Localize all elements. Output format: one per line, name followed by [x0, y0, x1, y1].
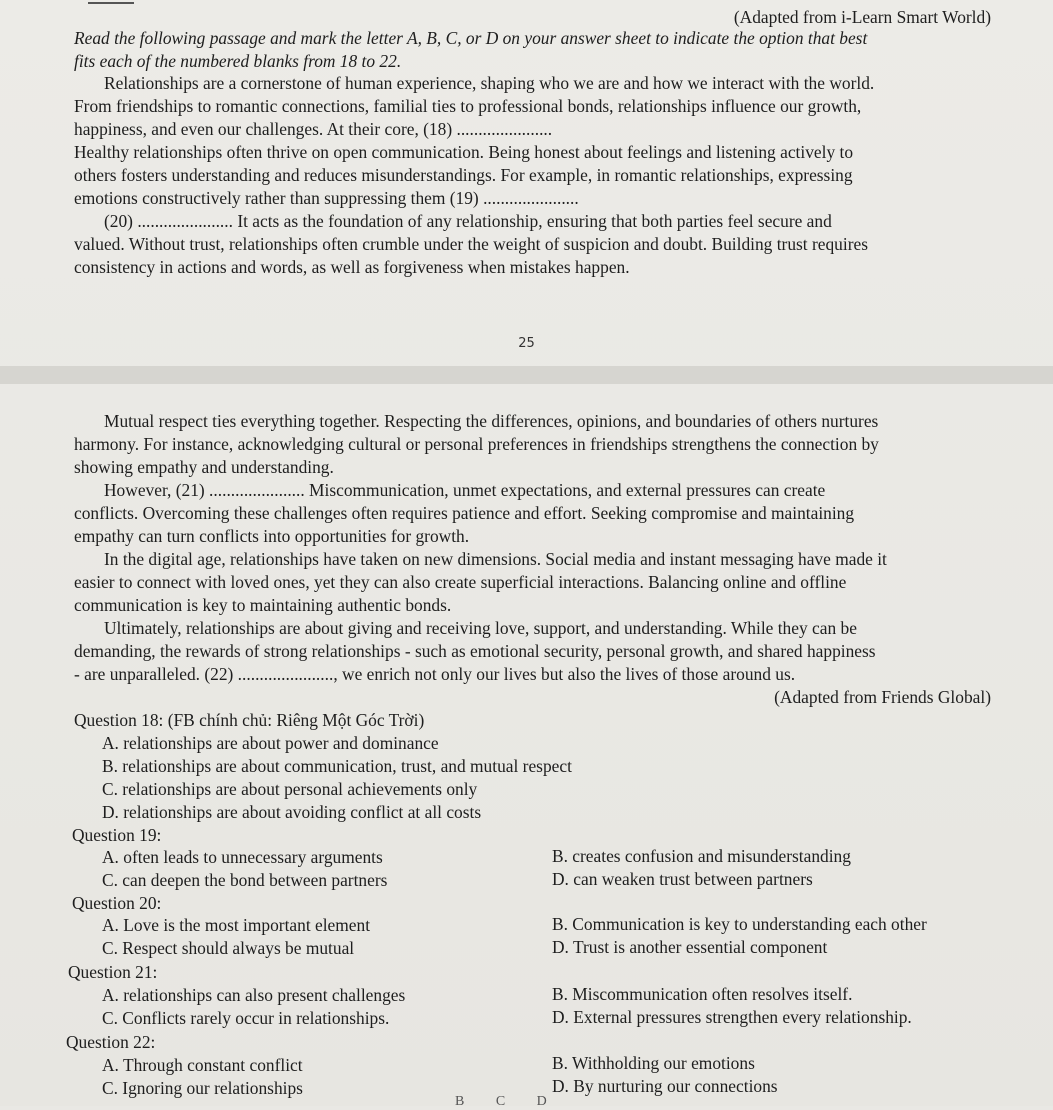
page-number: 25 — [518, 336, 535, 351]
question-20-label: Question 20: — [72, 893, 162, 913]
passage-line: empathy can turn conflicts into opportunities for growth. — [74, 526, 470, 546]
question-22-label: Question 22: — [66, 1032, 156, 1052]
cutoff-next-line: B C D — [455, 1094, 561, 1109]
q20-option-a: A. Love is the most important element — [102, 915, 371, 935]
q18-option-c: C. relationships are about personal achievements only — [102, 779, 478, 799]
q21-option-b: B. Miscommunication often resolves itself. — [552, 984, 853, 1004]
q18-option-d: D. relationships are about avoiding conflict at all costs — [102, 802, 482, 822]
source-bottom: (Adapted from Friends Global) — [774, 687, 991, 707]
q20-option-d: D. Trust is another essential component — [552, 937, 828, 957]
passage-line: Ultimately, relationships are about giving and receiving love, support, and understanding. While they can be — [104, 618, 857, 638]
q20-option-c: C. Respect should always be mutual — [102, 938, 355, 958]
q18-option-a: A. relationships are about power and dominance — [102, 733, 439, 753]
passage-line: In the digital age, relationships have taken on new dimensions. Social media and instant messaging have made it — [104, 549, 887, 569]
q22-option-c: C. Ignoring our relationships — [102, 1078, 303, 1098]
passage-line: However, (21) ...................... Miscommunication, unmet expectations, and external pressures can create — [104, 480, 826, 500]
passage-line: happiness, and even our challenges. At their core, (18) ...................... — [74, 119, 553, 139]
instructions-line-1: Read the following passage and mark the letter A, B, C, or D on your answer sheet to indicate the option that best — [74, 28, 868, 48]
top-rule — [88, 2, 134, 4]
passage-line: Relationships are a cornerstone of human experience, shaping who we are and how we interact with the world. — [104, 73, 875, 93]
passage-line: showing empathy and understanding. — [74, 457, 334, 477]
passage-line: demanding, the rewards of strong relationships - such as emotional security, personal growth, and shared happiness — [74, 641, 876, 661]
q22-option-d: D. By nurturing our connections — [552, 1076, 778, 1096]
passage-line: Healthy relationships often thrive on open communication. Being honest about feelings and listening actively to — [74, 142, 854, 162]
passage-line: Mutual respect ties everything together. Respecting the differences, opinions, and boundaries of others nurtures — [104, 411, 879, 431]
passage-line: easier to connect with loved ones, yet they can also create superficial interactions. Balancing online and offline — [74, 572, 847, 592]
q19-option-a: A. often leads to unnecessary arguments — [102, 847, 383, 867]
passage-line: From friendships to romantic connections, familial ties to professional bonds, relationships influence our growth, — [74, 96, 862, 116]
passage-line: conflicts. Overcoming these challenges often requires patience and effort. Seeking compromise and maintaining — [74, 503, 855, 523]
passage-line: valued. Without trust, relationships often crumble under the weight of suspicion and doubt. Building trust requires — [74, 234, 868, 254]
q19-option-b: B. creates confusion and misunderstanding — [552, 846, 851, 866]
q18-option-b: B. relationships are about communication, trust, and mutual respect — [102, 756, 572, 776]
passage-line: (20) ...................... It acts as the foundation of any relationship, ensuring that both parties feel secure and — [104, 211, 832, 231]
q22-option-b: B. Withholding our emotions — [552, 1053, 755, 1073]
passage-line: consistency in actions and words, as well as forgiveness when mistakes happen. — [74, 257, 630, 277]
page-separator — [0, 366, 1053, 384]
question-21-label: Question 21: — [68, 962, 158, 982]
question-19-label: Question 19: — [72, 825, 162, 845]
q19-option-c: C. can deepen the bond between partners — [102, 870, 388, 890]
instructions-line-2: fits each of the numbered blanks from 18 to 22. — [74, 51, 402, 71]
question-18-label: Question 18: (FB chính chủ: Riêng Một Góc Trời) — [74, 710, 425, 730]
q22-option-a: A. Through constant conflict — [102, 1055, 303, 1075]
q21-option-d: D. External pressures strengthen every relationship. — [552, 1007, 912, 1027]
q21-option-c: C. Conflicts rarely occur in relationships. — [102, 1008, 390, 1028]
q20-option-b: B. Communication is key to understanding each other — [552, 914, 927, 934]
passage-line: communication is key to maintaining authentic bonds. — [74, 595, 452, 615]
source-top: (Adapted from i-Learn Smart World) — [733, 7, 991, 27]
q19-option-d: D. can weaken trust between partners — [552, 869, 813, 889]
passage-line: emotions constructively rather than suppressing them (19) ...................... — [74, 188, 579, 208]
passage-line: - are unparalleled. (22) ......................, we enrich not only our lives but also the lives of those around us. — [74, 664, 796, 684]
passage-line: harmony. For instance, acknowledging cultural or personal preferences in friendships strengthens the connection by — [74, 434, 879, 454]
q21-option-a: A. relationships can also present challenges — [102, 985, 406, 1005]
passage-line: others fosters understanding and reduces misunderstandings. For example, in romantic relationships, expressing — [74, 165, 853, 185]
